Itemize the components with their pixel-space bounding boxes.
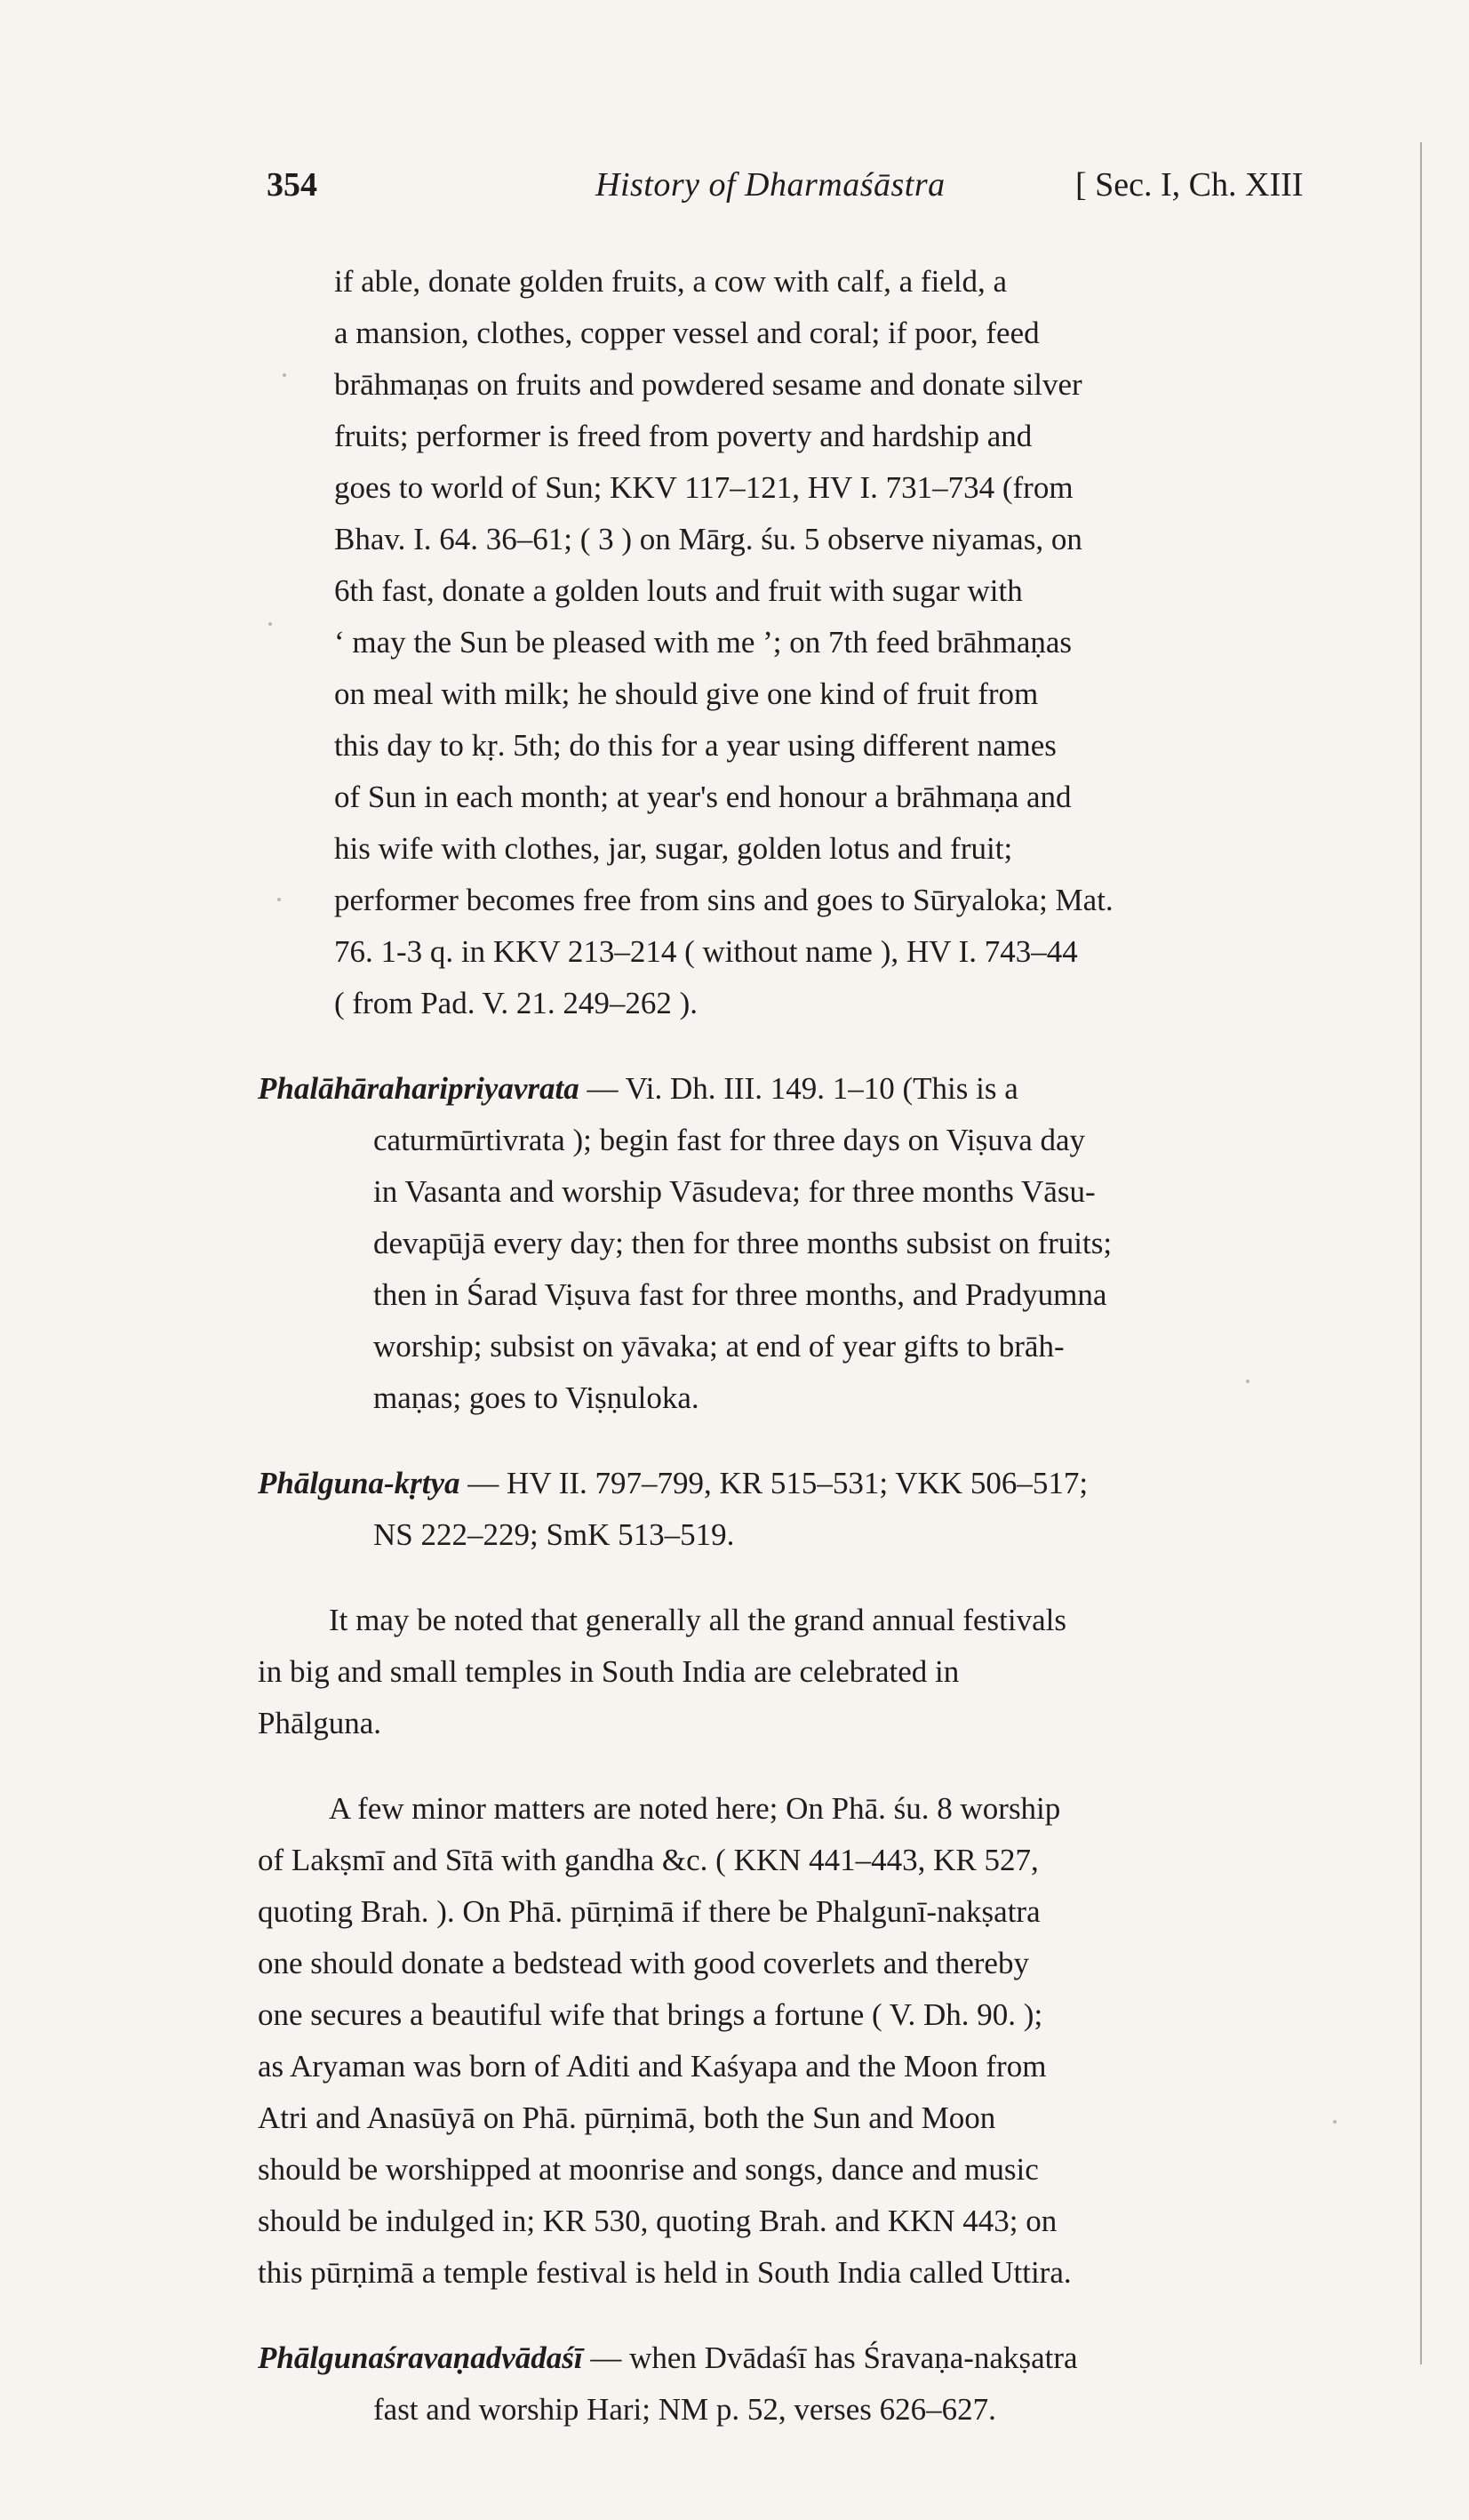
text-line: one secures a beautiful wife that brings a fortune ( V. Dh. 90. ); [258,1997,1043,2032]
text-line: 6th fast, donate a golden louts and fruit with sugar with [334,573,1023,608]
spacer [258,1424,1342,1458]
text-line: performer becomes free from sins and goes to Sūryaloka; Mat. [334,883,1114,917]
text-line: Atri and Anasūyā on Phā. pūrṇimā, both the Sun and Moon [258,2100,996,2135]
text-line: in Vasanta and worship Vāsudeva; for three months Vāsu- [373,1174,1096,1209]
scan-edge-line [1420,142,1422,2364]
spacer [258,1749,1342,1783]
text-line: Bhav. I. 64. 36–61; ( 3 ) on Mārg. śu. 5 observe niyamas, on [334,522,1082,556]
text-line: ( from Pad. V. 21. 249–262 ). [334,986,698,1020]
entry-first-line [258,2332,1342,2384]
text-line: It may be noted that generally all the grand annual festivals [329,1603,1066,1637]
text-line: fast and worship Hari; NM p. 52, verses 626–627. [373,2392,996,2427]
text-line: brāhmaṇas on fruits and powdered sesame and donate silver [334,367,1082,402]
text-line: Phālguna. [258,1706,382,1740]
text-line: then in Śarad Viṣuva fast for three months, and Pradyumna [373,1277,1107,1312]
text-line: worship; subsist on yāvaka; at end of year gifts to brāh- [373,1329,1065,1364]
paragraph-minor-matters [258,1783,1342,2299]
text-line: if able, donate golden fruits, a cow with calf, a field, a [334,264,1008,299]
entry-heading-reference: — HV II. 797–799, KR 515–531; VKK 506–517; [459,1466,1089,1500]
scan-speck [277,898,281,901]
scan-speck [1246,1380,1249,1383]
text-line: as Aryaman was born of Aditi and Kaśyapa and the Moon from [258,2049,1047,2084]
entry-first-line [258,1458,1342,1509]
text-line: should be indulged in; KR 530, quoting Brah. and KKN 443; on [258,2204,1058,2238]
spacer [258,1029,1342,1063]
page-number: 354 [267,166,317,204]
entry-heading-reference: — Vi. Dh. III. 149. 1–10 (This is a [579,1071,1018,1106]
running-title: History of Dharmaśāstra [595,166,946,204]
text-line: this pūrṇimā a temple festival is held in South India called Uttira. [258,2255,1072,2290]
text-line: devapūjā every day; then for three months subsist on fruits; [373,1226,1113,1260]
text-line: should be worshipped at moonrise and songs, dance and music [258,2152,1039,2187]
text-line: his wife with clothes, jar, sugar, golden lotus and fruit; [334,831,1013,866]
text-line: on meal with milk; he should give one kind of fruit from [334,676,1039,711]
paragraph-temple-festivals [258,1595,1342,1749]
entry-phalguna-krtya [258,1458,1342,1561]
text-line: A few minor matters are noted here; On Phā. śu. 8 worship [329,1791,1061,1826]
text-line: fruits; performer is freed from poverty and hardship and [334,419,1033,453]
spacer [258,1561,1342,1595]
text-line: NS 222–229; SmK 513–519. [373,1517,735,1552]
scan-speck [268,622,272,626]
text-line: ‘ may the Sun be pleased with me ’; on 7th feed brāhmaṇas [334,625,1073,660]
entry-phalgunasravanadvadasi [258,2332,1342,2436]
continued-entry [258,256,1342,1029]
text-line: a mansion, clothes, copper vessel and coral; if poor, feed [334,316,1040,350]
entry-phalaharaharipriyavrata [258,1063,1342,1424]
page-body [258,256,1342,2436]
entry-heading: Phalāhāraharipriyavrata [258,1071,579,1106]
entry-heading: Phālguna-kṛtya [258,1466,460,1500]
text-line: maṇas; goes to Viṣṇuloka. [373,1380,699,1415]
entry-first-line [258,1063,1342,1115]
text-line: in big and small temples in South India are celebrated in [258,1654,960,1689]
text-line: 76. 1-3 q. in KKV 213–214 ( without name ), HV I. 743–44 [334,934,1078,969]
text-line: caturmūrtivrata ); begin fast for three days on Viṣuva day [373,1123,1086,1157]
text-line: of Lakṣmī and Sītā with gandha &c. ( KKN 441–443, KR 527, [258,1843,1039,1877]
text-line: of Sun in each month; at year's end honour a brāhmaṇa and [334,780,1072,814]
scan-speck [283,373,286,377]
entry-heading-reference: — when Dvādaśī has Śravaṇa-nakṣatra [582,2340,1078,2375]
page-header [267,165,1333,219]
section-reference: [ Sec. I, Ch. XIII [1075,166,1304,204]
scan-speck [1333,2120,1337,2124]
text-line: this day to kṛ. 5th; do this for a year using different names [334,728,1057,763]
text-line: one should donate a bedstead with good coverlets and thereby [258,1946,1029,1980]
text-line: goes to world of Sun; KKV 117–121, HV I. 731–734 (from [334,470,1074,505]
text-line: quoting Brah. ). On Phā. pūrṇimā if there be Phalgunī-nakṣatra [258,1894,1041,1929]
spacer [258,2299,1342,2332]
entry-heading: Phālgunaśravaṇadvādaśī [258,2340,583,2375]
